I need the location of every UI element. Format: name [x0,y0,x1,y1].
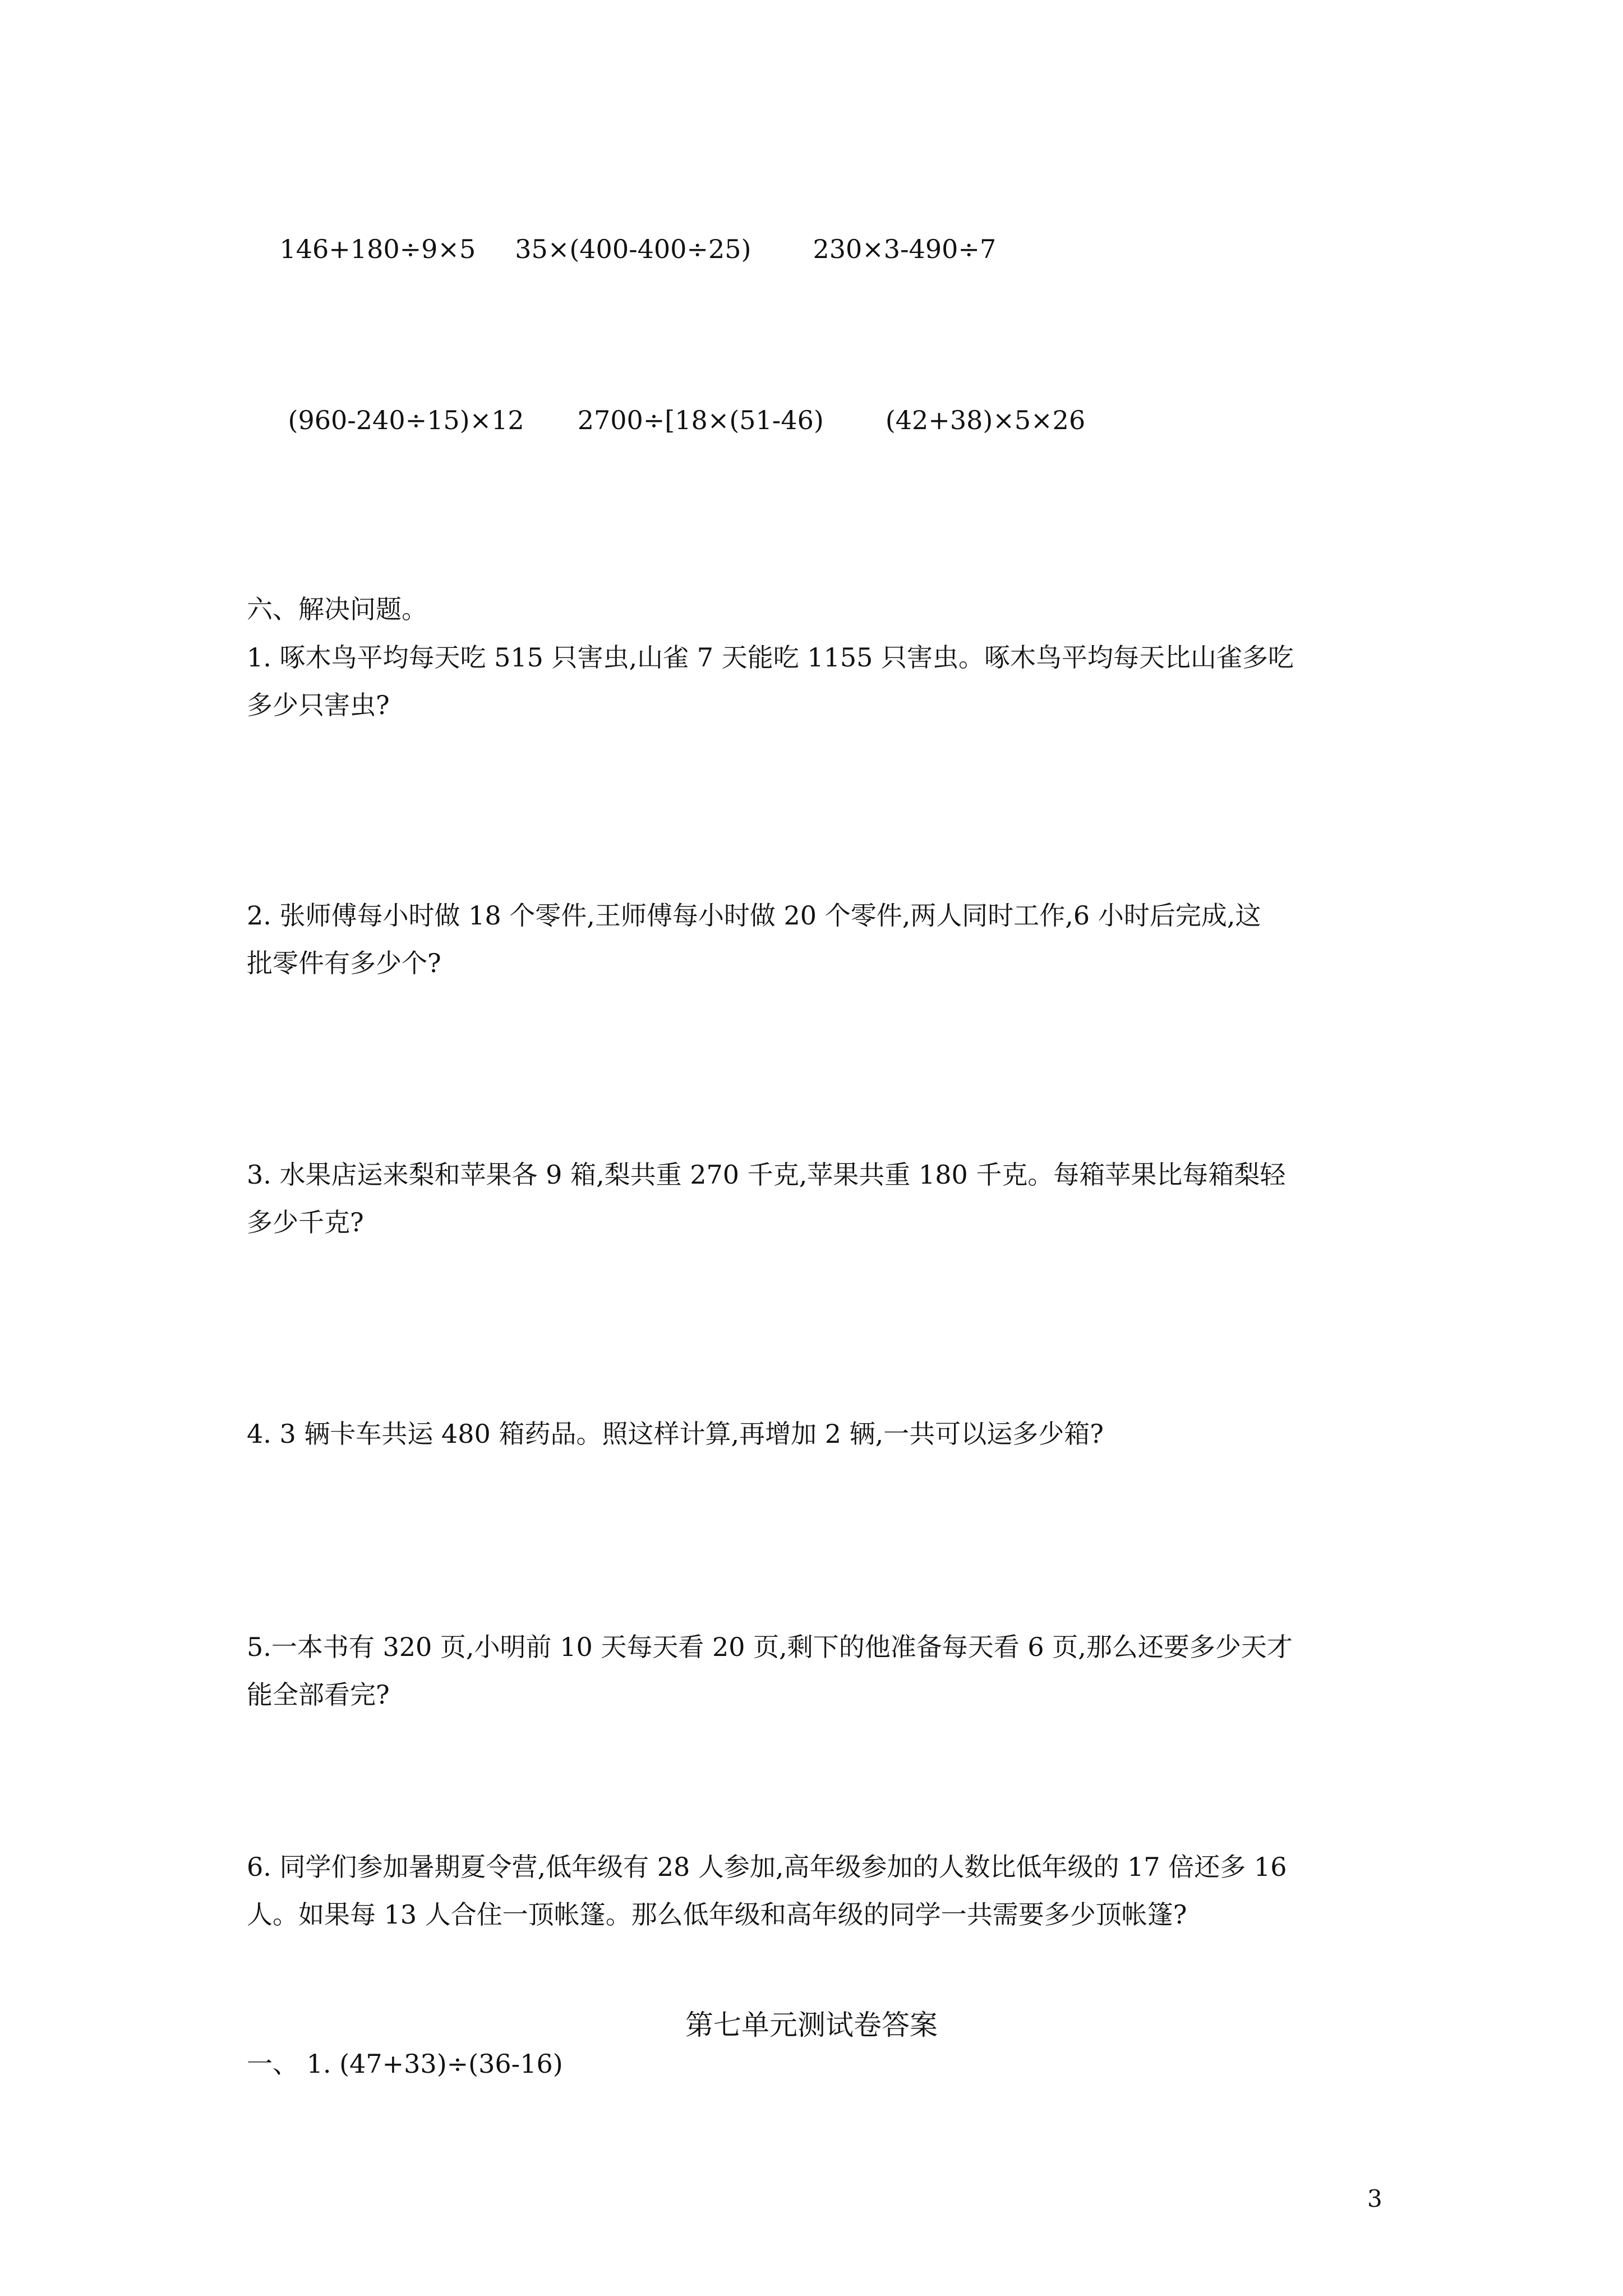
problem-5-line-2: 能全部看完? [247,1680,390,1710]
problem-1-line-2: 多少只害虫? [247,690,390,720]
answer-line: 一、 1. (47+33)÷(36-16) [247,2049,563,2079]
expression: 2700÷[18×(51-46) [577,405,824,435]
page-number: 3 [1367,2185,1382,2212]
expression: (42+38)×5×26 [885,405,1086,435]
expression-row-1 [247,210,996,288]
problem-4-line-1: 4. 3 辆卡车共运 480 箱药品。照这样计算,再增加 2 辆,一共可以运多少箱? [247,1419,1104,1449]
expression: 146+180÷9×5 [279,234,476,264]
problem-2-line-1: 2. 张师傅每小时做 18 个零件,王师傅每小时做 20 个零件,两人同时工作,6 小时后完成,这 [247,900,1261,931]
problem-6-line-1: 6. 同学们参加暑期夏令营,低年级有 28 人参加,高年级参加的人数比低年级的 17 倍还多 16 [247,1852,1287,1882]
problem-1-line-1: 1. 啄木鸟平均每天吃 515 只害虫,山雀 7 天能吃 1155 只害虫。啄木鸟平均每天比山雀多吃 [247,642,1294,673]
problem-2-line-2: 批零件有多少个? [247,948,441,978]
problem-5-line-1: 5.一本书有 320 页,小明前 10 天每天看 20 页,剩下的他准备每天看 6 页,那么还要多少天才 [247,1632,1293,1662]
answer-title: 第七单元测试卷答案 [685,2009,938,2041]
expression: (960-240÷15)×12 [288,405,524,435]
section-heading: 六、解决问题。 [247,594,427,624]
problem-3-line-2: 多少千克? [247,1207,364,1237]
expression: 230×3-490÷7 [813,234,997,264]
problem-3-line-1: 3. 水果店运来梨和苹果各 9 箱,梨共重 270 千克,苹果共重 180 千克。每箱苹果比每箱梨轻 [247,1159,1286,1190]
problem-6-line-2: 人。如果每 13 人合住一顶帐篷。那么低年级和高年级的同学一共需要多少顶帐篷? [247,1899,1187,1930]
expression: 35×(400-400÷25) [515,234,751,264]
expression-row-2 [255,381,1085,459]
